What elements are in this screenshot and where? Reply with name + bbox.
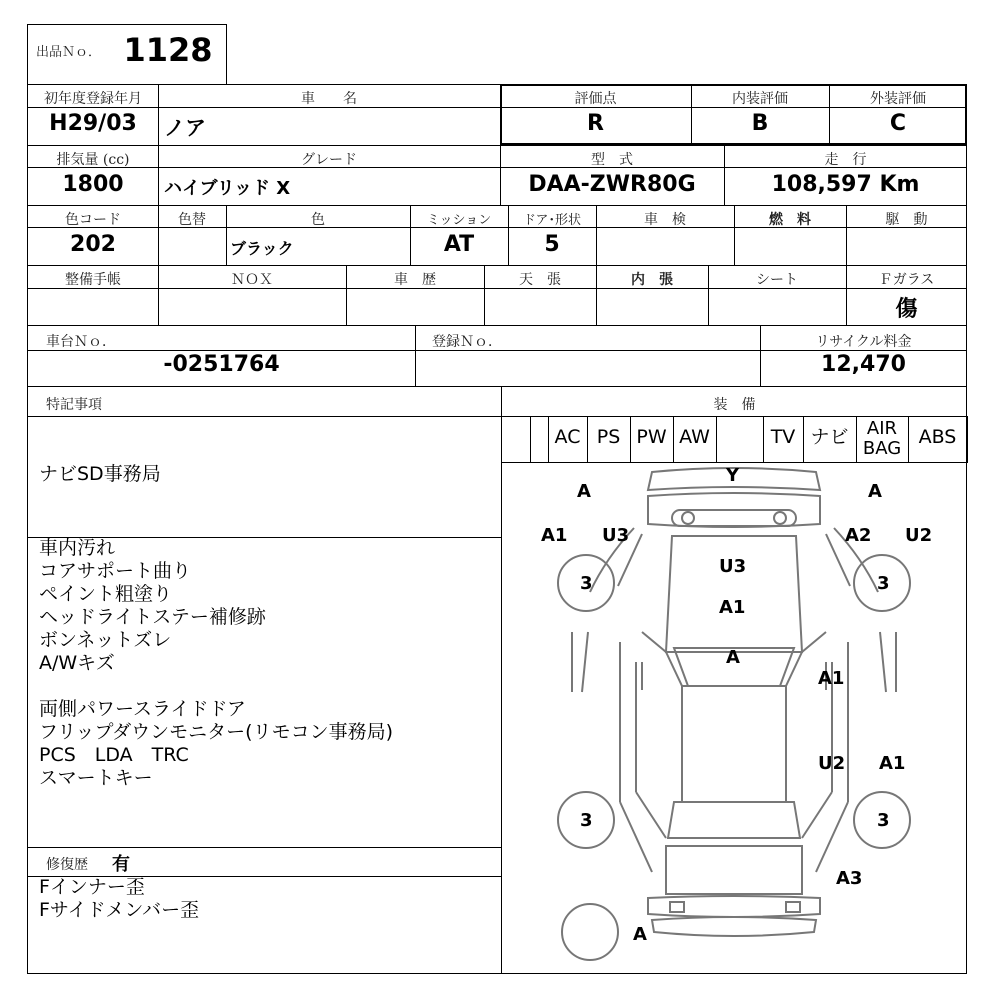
equipment-item: ABS <box>918 426 957 448</box>
mileage-value: 108,597 Km <box>771 172 920 197</box>
line <box>415 325 416 386</box>
mark-right-rear-u: U2 <box>818 753 846 774</box>
first-reg-label: 初年度登録年月 <box>44 91 142 107</box>
line <box>27 325 967 326</box>
repair-text: Fインナー歪 Fサイドメンバー歪 <box>39 876 200 921</box>
mark-front: Y <box>726 465 740 486</box>
fuel-label: 燃 料 <box>769 212 811 228</box>
line <box>27 847 501 848</box>
inspection-label: 車 検 <box>644 212 686 228</box>
car-name-value: ノア <box>164 116 206 140</box>
color-change-label: 色替 <box>178 212 206 228</box>
repair-label: 修復歴 <box>46 857 88 873</box>
repair-value: 有 <box>112 854 130 875</box>
displacement-value: 1800 <box>62 172 124 197</box>
color-code-value: 202 <box>70 232 116 257</box>
interior-label: 内装評価 <box>732 91 788 107</box>
exterior-value: C <box>889 111 907 136</box>
displacement-label: 排気量 (cc) <box>56 152 130 168</box>
mark-left-fender-u: U3 <box>602 525 630 546</box>
mark-right-fender-a: A2 <box>845 525 872 546</box>
line <box>27 145 967 146</box>
mileage-label: 走 行 <box>824 152 867 168</box>
exterior-label: 外装評価 <box>870 91 926 107</box>
regno-label: 登録Ｎｏ． <box>432 334 502 350</box>
notes-text-1: ナビSD事務局 <box>39 463 161 485</box>
grade-value: ハイブリッド X <box>164 178 291 199</box>
equipment-item: AW <box>679 426 710 448</box>
line <box>27 386 967 387</box>
equipment-item: AIR BAG <box>862 418 902 459</box>
mark-right-rear-a: A1 <box>879 753 906 774</box>
history-label: 車 歴 <box>394 272 436 288</box>
recycle-label: リサイクル料金 <box>815 334 912 350</box>
door-label: ドア･形状 <box>522 213 582 228</box>
mark-hood-a: A1 <box>719 597 746 618</box>
mark-left-fender-a: A1 <box>541 525 568 546</box>
mark-rear: A <box>633 924 647 945</box>
color-code-label: 色コード <box>65 212 121 228</box>
equipment-label: 装 備 <box>713 397 756 413</box>
nox-label: ＮＯＸ <box>231 272 273 288</box>
roof-label: 天 張 <box>519 272 561 288</box>
mission-label: ミッション <box>426 213 492 228</box>
mark-tire-rl: 3 <box>580 810 593 831</box>
equipment-item <box>716 417 763 462</box>
mark-tire-fr: 3 <box>877 573 890 594</box>
model-value: DAA-ZWR80G <box>528 172 696 197</box>
equipment-item: PS <box>596 426 621 448</box>
score-label: 評価点 <box>574 91 617 107</box>
mission-value: AT <box>443 232 475 257</box>
lot-label: 出品Ｎｏ． <box>36 45 102 60</box>
car-name-label: 車 名 <box>301 91 357 107</box>
mark-tire-fl: 3 <box>580 573 593 594</box>
equipment-item: PW <box>636 426 667 448</box>
recycle-value: 12,470 <box>821 352 906 377</box>
chassis-label: 車台Ｎｏ． <box>46 334 116 350</box>
line <box>27 205 967 206</box>
car-diagram <box>502 462 966 972</box>
mark-hood-u: U3 <box>719 556 747 577</box>
first-reg-value: H29/03 <box>49 111 137 136</box>
lot-number: 1128 <box>123 31 213 69</box>
grade-label: グレード <box>301 152 357 168</box>
lining-label: 内 張 <box>631 272 673 288</box>
mark-right-quarter: A3 <box>836 868 863 889</box>
maintenance-label: 整備手帳 <box>65 272 121 288</box>
notes-text-2: 車内汚れ コアサポート曲り ペイント粗塗り ヘッドライトステー補修跡 ボンネットズレ A/Wキズ 両側パワースライドドア フリップダウンモニター(リモコン事務局) PCS LDA TRC スマートキー <box>39 537 393 789</box>
equipment-item: TV <box>770 426 796 448</box>
mark-tire-rr: 3 <box>877 810 890 831</box>
line <box>27 265 967 266</box>
drive-label: 駆 動 <box>885 212 928 228</box>
mark-front-left: A <box>577 481 591 502</box>
notes-label: 特記事項 <box>46 397 102 413</box>
equipment-item: AC <box>554 426 581 448</box>
color-value: ブラック <box>230 239 294 258</box>
chassis-value: -0251764 <box>163 352 280 377</box>
fglass-value: 傷 <box>895 297 918 322</box>
color-label: 色 <box>311 212 325 228</box>
fglass-label: Ｆガラス <box>878 272 935 288</box>
mark-front-right: A <box>868 481 882 502</box>
seat-label: シート <box>756 272 798 288</box>
model-label: 型 式 <box>591 152 633 168</box>
mark-right-front-door: A1 <box>818 668 845 689</box>
equipment-item: ナビ <box>810 426 849 448</box>
mark-windshield: A <box>726 647 740 668</box>
equipment-item <box>530 417 548 462</box>
mark-right-fender-u: U2 <box>905 525 933 546</box>
door-value: 5 <box>544 232 560 257</box>
interior-value: B <box>751 111 769 136</box>
score-value: R <box>587 111 604 136</box>
